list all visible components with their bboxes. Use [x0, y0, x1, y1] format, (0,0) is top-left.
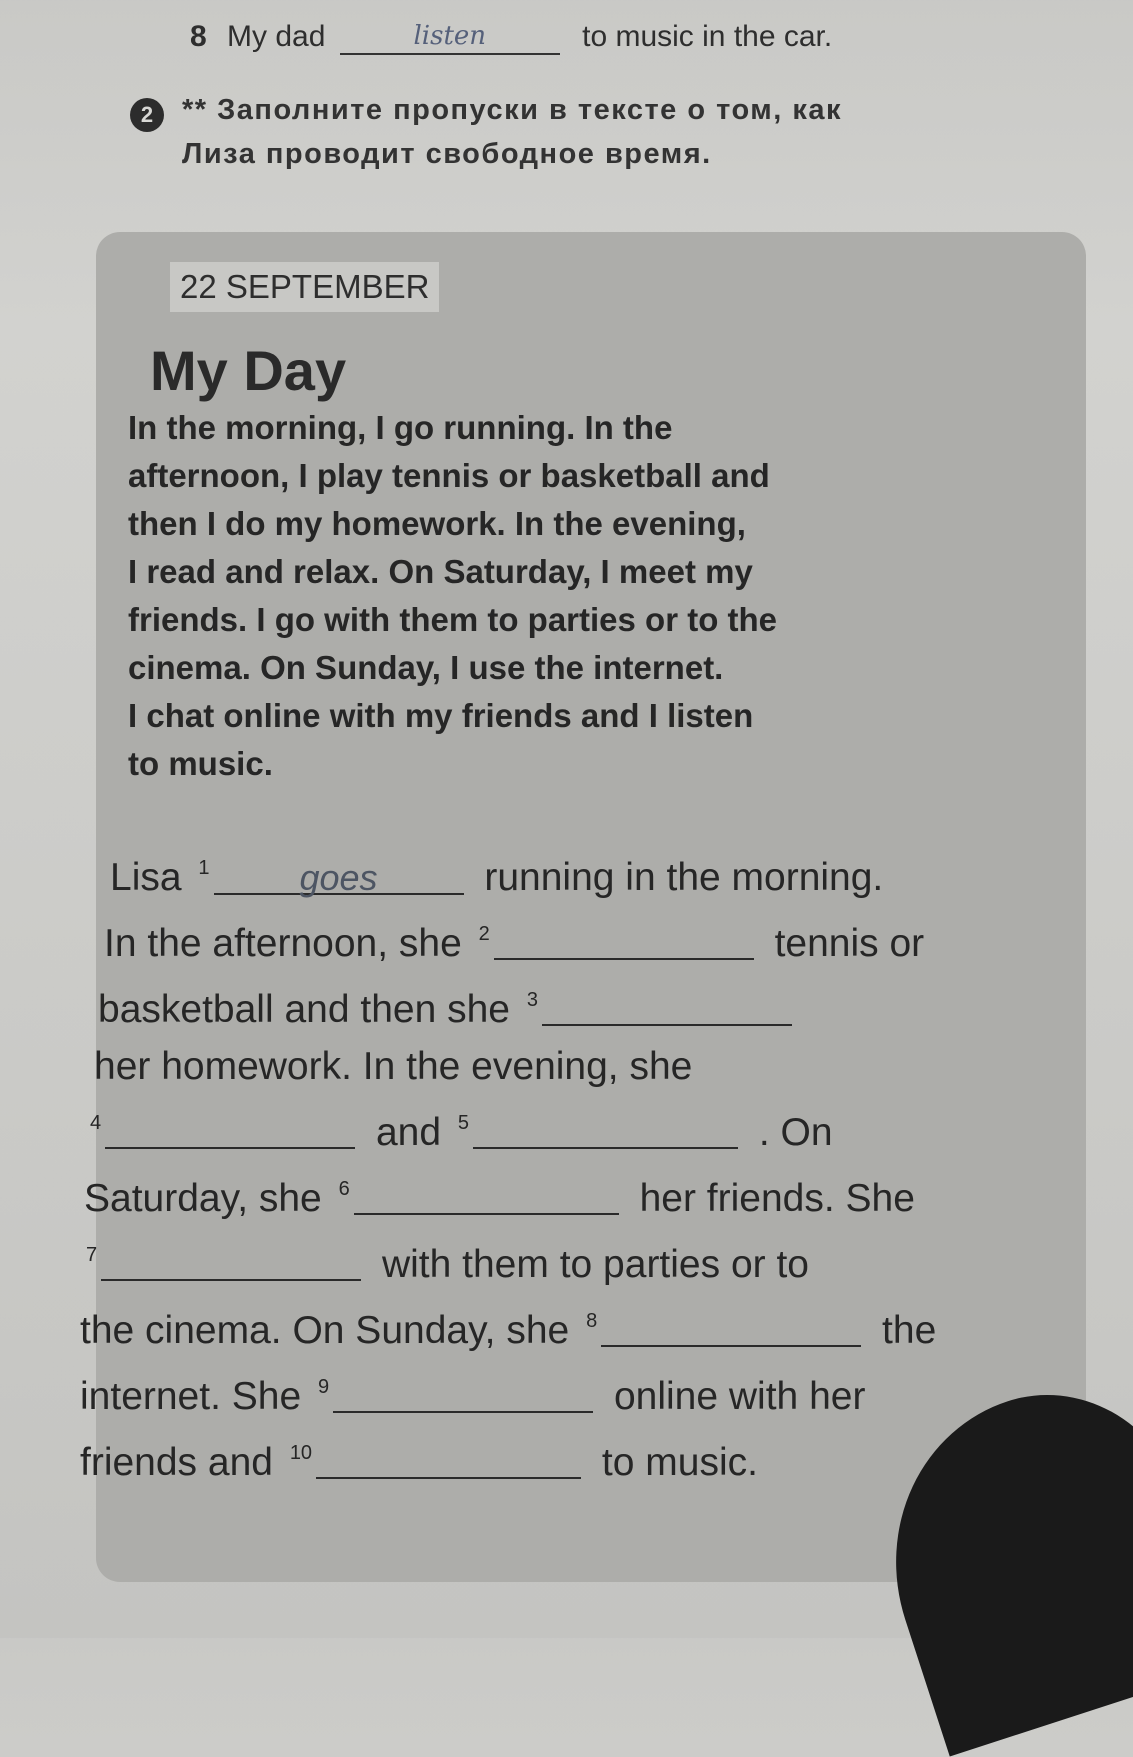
gap-text: with them to parties or to [381, 1243, 809, 1286]
gap-row [80, 1359, 1080, 1425]
gap-blank-2[interactable] [494, 918, 754, 960]
gap-text: In the afternoon, she [104, 922, 462, 965]
gap-number: 9 [318, 1376, 330, 1398]
gap-number: 3 [526, 989, 538, 1011]
gap-number: 2 [478, 923, 490, 945]
gap-blank-8[interactable] [601, 1305, 861, 1347]
gap-blank-4[interactable] [105, 1107, 355, 1149]
handwritten-answer-text: listen [413, 21, 487, 51]
item-prefix: My dad [227, 20, 326, 53]
gap-number: 1 [198, 857, 210, 879]
gap-text: the [882, 1309, 937, 1352]
gap-text: friends and [80, 1441, 273, 1484]
gap-blank-3[interactable] [542, 984, 792, 1026]
gap-blank-7[interactable] [101, 1239, 361, 1281]
exercise-item-8 [190, 20, 832, 55]
gap-text: and [375, 1111, 442, 1154]
gap-text: the cinema. On Sunday, she [80, 1309, 570, 1352]
gap-number: 6 [338, 1178, 350, 1200]
gap-number: 5 [457, 1112, 470, 1134]
diary-line: cinema. On Sunday, I use the internet. [128, 649, 724, 686]
diary-date: 22 SEPTEMBER [170, 262, 439, 312]
item-suffix: to music in the car. [582, 20, 833, 53]
gap-row [80, 906, 1080, 972]
gap-answer: goes [299, 857, 378, 898]
gap-blank-9[interactable] [333, 1371, 593, 1413]
diary-line: In the morning, I go running. In the [128, 409, 673, 446]
gap-blank-5[interactable] [473, 1107, 738, 1149]
gap-text: tennis or [774, 922, 925, 965]
diary-line: to music. [128, 745, 273, 782]
gap-row [80, 1095, 1080, 1161]
diary-line: then I do my homework. In the evening, [128, 505, 746, 542]
gap-text: basketball and then she [98, 988, 510, 1031]
gap-row [80, 1227, 1080, 1293]
gap-row [80, 1038, 1080, 1095]
gap-number: 4 [90, 1112, 102, 1134]
diary-line: afternoon, I play tennis or basketball and [128, 457, 770, 494]
diary-text [128, 404, 1028, 788]
gap-blank-6[interactable] [354, 1173, 619, 1215]
gap-number: 10 [289, 1442, 313, 1464]
diary-title: My Day [150, 339, 347, 402]
gap-row [80, 972, 1080, 1038]
diary-line: friends. I go with them to parties or to the [128, 601, 778, 638]
gap-text: online with her [613, 1375, 866, 1418]
gap-number: 8 [586, 1310, 598, 1332]
gap-text: internet. She [80, 1375, 302, 1418]
handwritten-answer[interactable] [340, 23, 560, 55]
gap-blank-10[interactable] [316, 1437, 581, 1479]
gap-row [80, 1293, 1080, 1359]
gap-text: . On [758, 1111, 833, 1154]
instruction-line-1: ** Заполните пропуски в тексте о том, как [182, 94, 842, 126]
gap-text: her friends. She [639, 1177, 915, 1220]
instruction-line-2: Лиза проводит свободное время. [182, 138, 712, 170]
gap-text: running in the morning. [484, 856, 884, 899]
gap-row [80, 1161, 1080, 1227]
diary-line: I read and relax. On Saturday, I meet my [128, 553, 753, 590]
gap-row [80, 840, 1080, 906]
gap-number: 7 [86, 1244, 98, 1266]
task-heading [130, 88, 1070, 176]
gap-text: Lisa [110, 856, 182, 899]
diary-line: I chat online with my friends and I listen [128, 697, 754, 734]
gap-text: her homework. In the evening, she [94, 1045, 693, 1088]
gap-blank-1[interactable] [214, 853, 464, 898]
gap-text: to music. [601, 1441, 758, 1484]
item-number: 8 [190, 20, 207, 53]
task-number-badge: 2 [130, 98, 164, 132]
gap-text: Saturday, she [84, 1177, 322, 1220]
task-instruction [182, 88, 1070, 176]
gap-fill-text [80, 840, 1080, 1491]
